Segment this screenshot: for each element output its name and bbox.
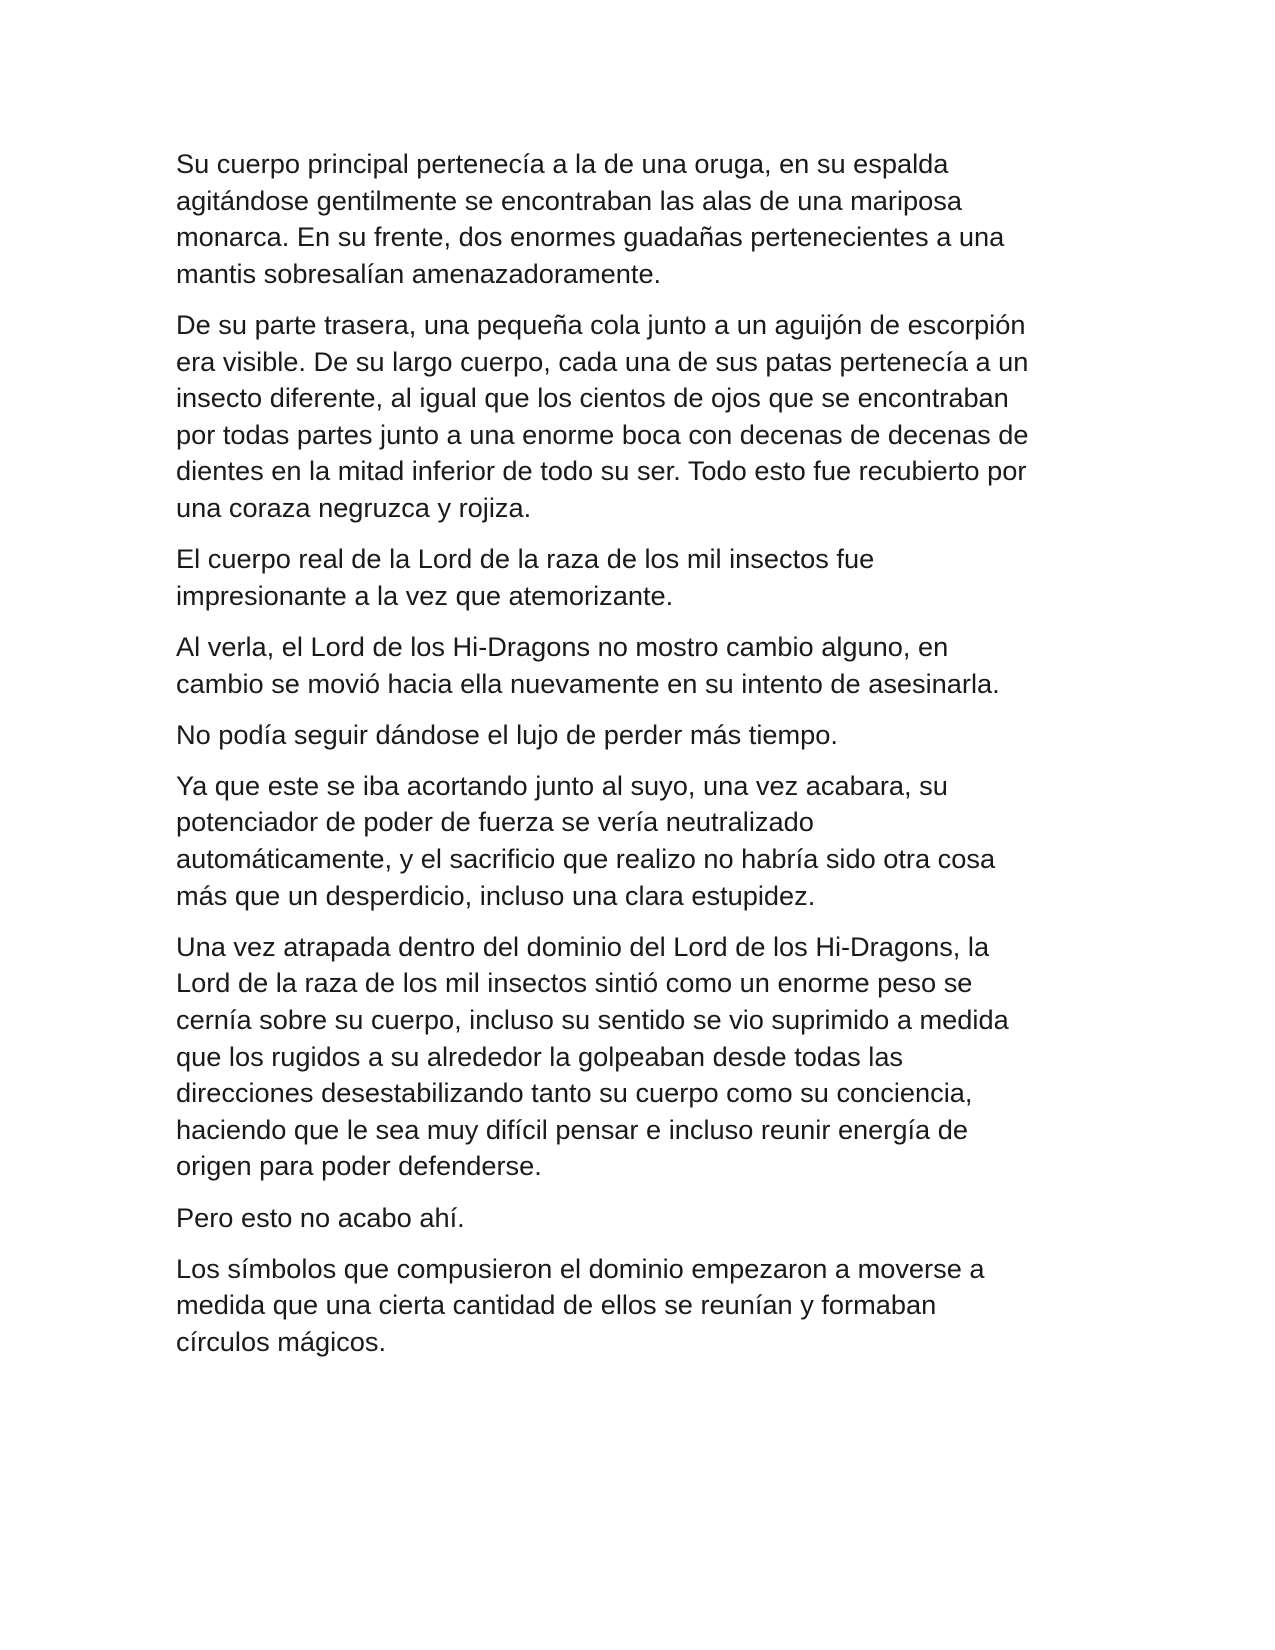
paragraph-5: No podía seguir dándose el lujo de perder más tiempo. <box>176 718 838 750</box>
paragraph-6: Ya que este se iba acortando junto al suyo, una vez acabara, su potenciador de poder de fuerza se vería neutralizado automáticamente, y el sacrificio que realizo no habría sido otra cosa más que un desperdicio, incluso una clara estupidez. <box>176 769 996 911</box>
body-text <box>176 146 1096 1375</box>
paragraph-9: Los símbolos que compusieron el dominio empezaron a moverse a medida que una cierta cantidad de ellos se reunían y formaban círculos mágicos. <box>176 1252 985 1357</box>
paragraph-2: De su parte trasera, una pequeña cola junto a un aguijón de escorpión era visible. De su largo cuerpo, cada una de sus patas pertenecía a un insecto diferente, al igual que los cientos de ojos que se encontraban por todas partes junto a una enorme boca con decenas de decenas de dientes en la mitad inferior de todo su ser. Todo esto fue recubierto por una coraza negruzca y rojiza. <box>176 308 1029 523</box>
paragraph-4: Al verla, el Lord de los Hi-Dragons no mostro cambio alguno, en cambio se movió hacia ella nuevamente en su intento de asesinarla. <box>176 630 1000 699</box>
paragraph-1: Su cuerpo principal pertenecía a la de una oruga, en su espalda agitándose gentilmente se encontraban las alas de una mariposa monarca. En su frente, dos enormes guadañas pertenecientes a una mantis sobresalían amenazadoramente. <box>176 148 1005 289</box>
paragraph-3: El cuerpo real de la Lord de la raza de los mil insectos fue impresionante a la vez que atemorizante. <box>176 543 875 611</box>
paragraph-8: Pero esto no acabo ahí. <box>176 1201 465 1233</box>
paragraph-7: Una vez atrapada dentro del dominio del Lord de los Hi-Dragons, la Lord de la raza de los mil insectos sintió como un enorme peso se cernía sobre su cuerpo, incluso su sentido se vio suprimido a medida que los rugidos a su alrededor la golpeaban desde todas las direcciones desestabilizando tanto su cuerpo como su conciencia, haciendo que le sea muy difícil pensar e incluso reunir energía de origen para poder defenderse. <box>176 930 1009 1182</box>
